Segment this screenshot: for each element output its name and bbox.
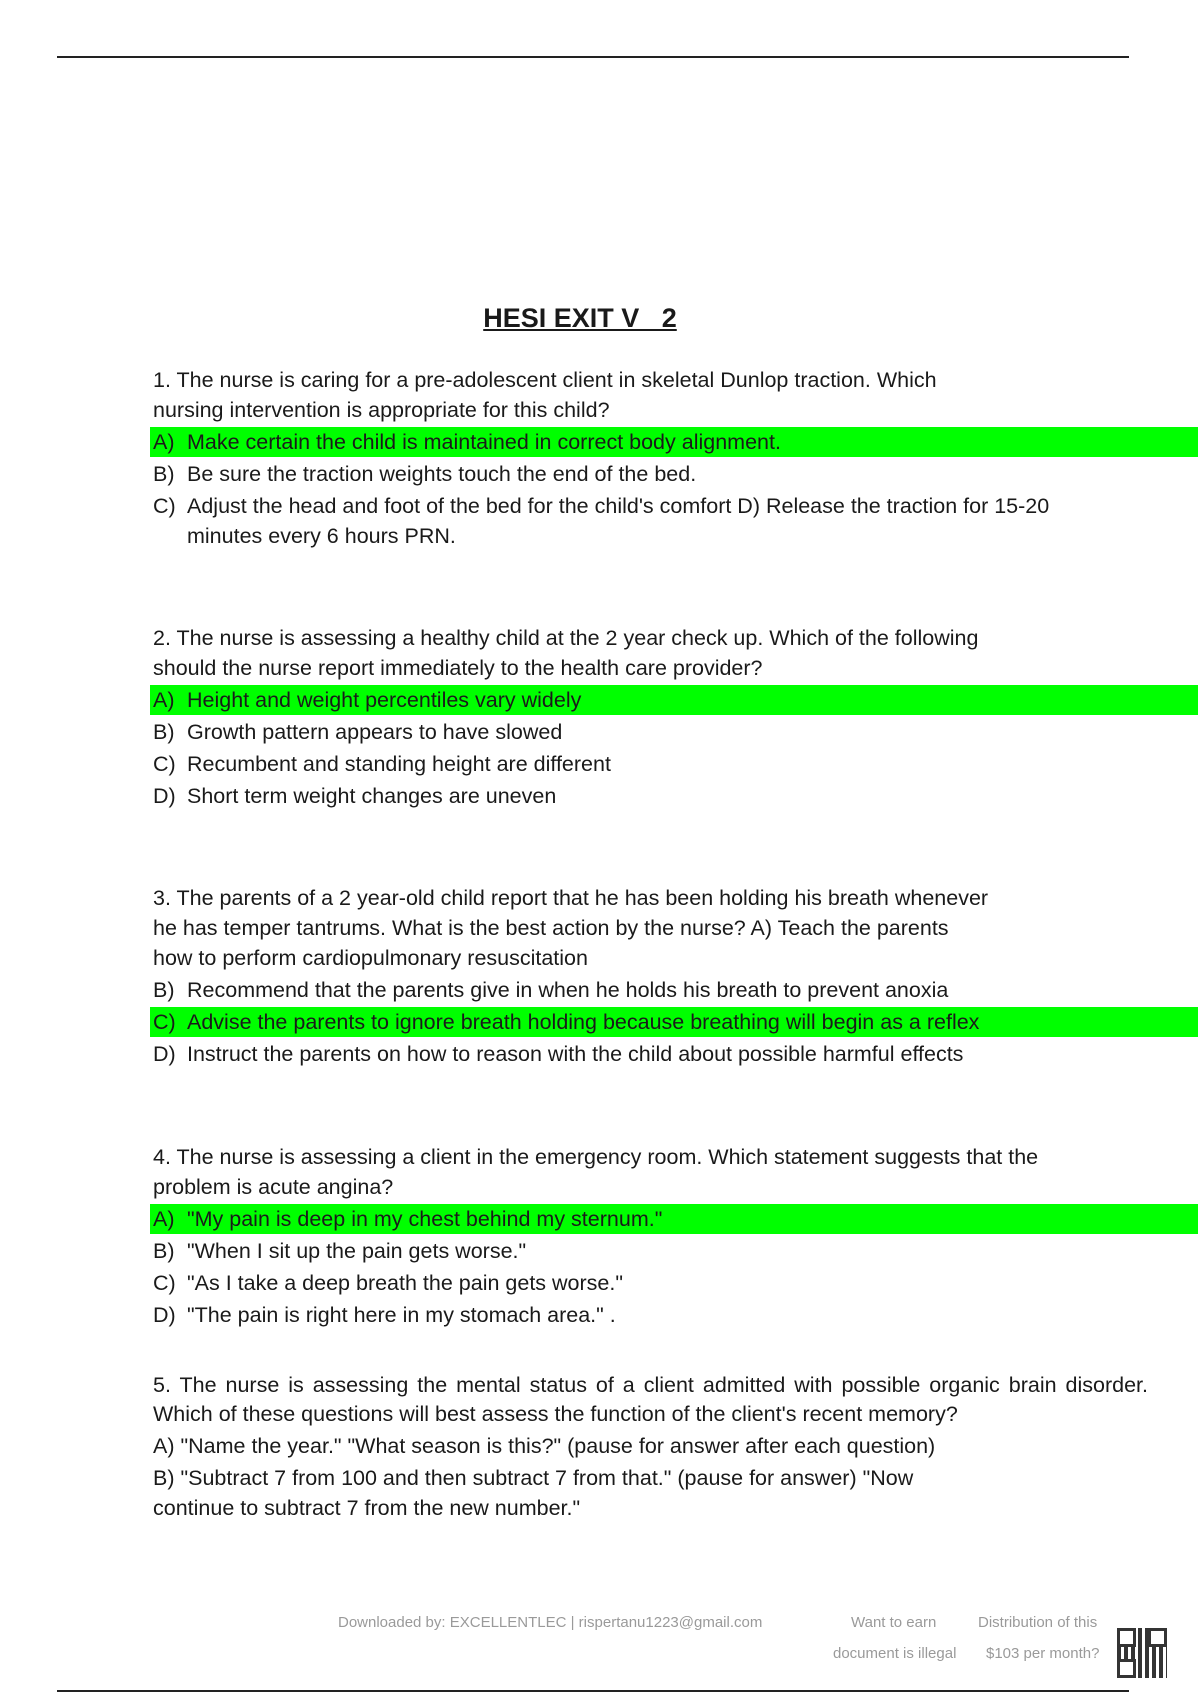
question-stem: 2. The nurse is assessing a healthy child at the 2 year check up. Which of the following should the nurse report immediately to the health care provider? <box>153 626 979 680</box>
answer-option <box>153 1268 1198 1298</box>
option-letter: D) <box>153 784 176 808</box>
qr-code-icon[interactable] <box>1117 1628 1167 1678</box>
option-letter: C) <box>153 1010 176 1034</box>
question-stem: 1. The nurse is caring for a pre-adolescent client in skeletal Dunlop traction. Which nursing intervention is appropriate for this child? <box>153 368 937 422</box>
option-letter: B) <box>153 1466 175 1490</box>
answer-option <box>153 1431 1198 1461</box>
option-letter: C) <box>153 1271 176 1295</box>
question-4 <box>153 1142 1198 1330</box>
answer-option <box>153 717 1198 747</box>
option-letter: A) <box>153 1434 175 1458</box>
answer-option <box>153 781 1198 811</box>
question-2 <box>153 623 1198 811</box>
option-text: Growth pattern appears to have slowed <box>187 720 563 744</box>
option-letter: B) <box>153 978 175 1002</box>
answer-option <box>153 491 1198 551</box>
option-letter: C) <box>153 494 176 518</box>
page-title: HESI EXIT V 2 <box>483 303 677 333</box>
option-text: Advise the parents to ignore breath holding because breathing will begin as a reflex <box>187 1010 980 1034</box>
option-text: Recommend that the parents give in when he holds his breath to prevent anoxia <box>187 978 949 1002</box>
option-letter: D) <box>153 1042 176 1066</box>
answer-option <box>150 685 1198 715</box>
answer-option <box>153 975 1198 1005</box>
option-letter: D) <box>153 1303 176 1327</box>
top-rule <box>57 56 1129 58</box>
option-text: "My pain is deep in my chest behind my sternum." <box>187 1207 663 1231</box>
option-letter: B) <box>153 1239 175 1263</box>
download-notice: Downloaded by: EXCELLENTLEC | rispertanu1223@gmail.com <box>338 1614 763 1631</box>
question-stem: 5. The nurse is assessing the mental status of a client admitted with possible organic brain disorder. Which of these questions will best assess the function of the client's recent memory? <box>153 1373 1148 1426</box>
option-letter: C) <box>153 752 176 776</box>
answer-option <box>153 1039 1198 1069</box>
option-text: "The pain is right here in my stomach area." . <box>187 1303 616 1327</box>
earn-promo-line2[interactable]: $103 per month? <box>986 1645 1100 1662</box>
option-text: Height and weight percentiles vary widely <box>187 688 582 712</box>
distribution-notice-line1: Distribution of this <box>978 1614 1098 1631</box>
option-text: Short term weight changes are uneven <box>187 784 557 808</box>
question-3 <box>153 883 1198 1069</box>
option-text: Instruct the parents on how to reason with the child about possible harmful effects <box>187 1042 964 1066</box>
answer-option <box>150 427 1198 457</box>
question-stem: 3. The parents of a 2 year-old child report that he has been holding his breath whenever he has temper tantrums. What is the best action by the nurse? A) Teach the parents how to perform cardiopulmonary resuscitation <box>153 886 989 970</box>
option-letter: A) <box>153 430 175 454</box>
answer-option <box>153 749 1198 779</box>
option-text: "When I sit up the pain gets worse." <box>187 1239 527 1263</box>
option-text: "As I take a deep breath the pain gets worse." <box>187 1271 623 1295</box>
question-1 <box>153 365 1198 551</box>
option-text: Recumbent and standing height are different <box>187 752 611 776</box>
option-letter: A) <box>153 1207 175 1231</box>
option-text: "Name the year." "What season is this?" (pause for answer after each question) <box>180 1434 936 1458</box>
answer-option <box>150 1204 1198 1234</box>
option-letter: B) <box>153 462 175 486</box>
option-letter: B) <box>153 720 175 744</box>
question-5 <box>153 1371 1198 1523</box>
option-letter: A) <box>153 688 175 712</box>
answer-option <box>153 1236 1198 1266</box>
answer-option <box>153 459 1198 489</box>
answer-option <box>153 1300 1198 1330</box>
option-text: Adjust the head and foot of the bed for the child's comfort D) Release the traction for 15-20 minutes every 6 hours PRN. <box>187 494 1050 548</box>
option-text: Make certain the child is maintained in correct body alignment. <box>187 430 781 454</box>
bottom-rule <box>57 1690 1129 1692</box>
option-text: "Subtract 7 from 100 and then subtract 7 from that." (pause for answer) "Now continue to subtract 7 from the new number." <box>153 1466 914 1520</box>
option-text: Be sure the traction weights touch the end of the bed. <box>187 462 697 486</box>
earn-promo-line1[interactable]: Want to earn <box>851 1614 937 1631</box>
question-stem: 4. The nurse is assessing a client in the emergency room. Which statement suggests that the problem is acute angina? <box>153 1145 1039 1199</box>
answer-option <box>153 1463 983 1523</box>
answer-option <box>150 1007 1198 1037</box>
distribution-notice-line2: document is illegal <box>833 1645 957 1662</box>
